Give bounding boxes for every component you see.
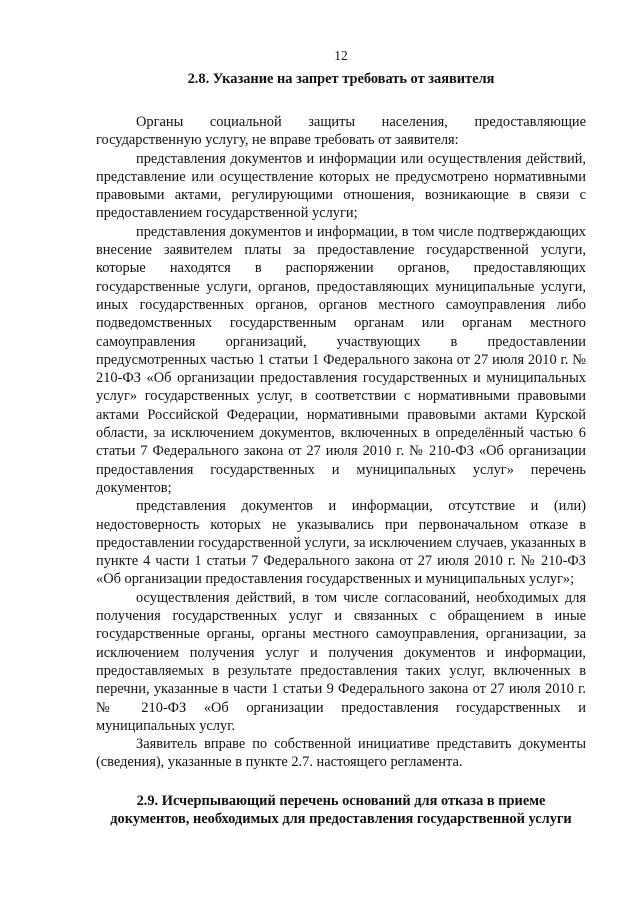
paragraph-item-2: представления документов и информации, в том числе подтверждающих внесение заявителем платы за предоставление государственной услуги, которые находятся в распоряжении органов, предоставляющих государственные услуги, органов, предоставляющих муниципальные услуги, иных государственных органов, органов местного самоуправления либо подведомственных государственным органам или органам местного самоуправления организаций, участвующих в предоставлении предусмотренных частью 1 статьи 1 Федерального закона от 27 июля 2010 г. № 210-ФЗ «Об организации предоставления государственных и муниципальных услуг» государственных услуг, в соответствии с нормативными правовыми актами Российской Федерации, нормативными правовыми актами Курской области, за исключением документов, включенных в определённый частью 6 статьи 7 Федерального закона от 27 июля 2010 г. № 210-ФЗ «Об организации предоставления государственных и муниципальных услуг» перечень документов; xyxy=(96,223,586,496)
paragraph-intro: Органы социальной защиты населения, предоставляющие государственную услугу, не вправе требовать от заявителя: xyxy=(96,114,586,149)
section-2-8-body xyxy=(96,113,586,772)
paragraph-item-1: представления документов и информации или осуществления действий, представление или осуществление которых не предусмотрено нормативными правовыми актами, регулирующими отношения, возникающие в связи с предоставлением государственной услуги; xyxy=(96,150,586,222)
paragraph-item-3: представления документов и информации, отсутствие и (или) недостоверность которых не указывались при первоначальном отказе в предоставлении государственной услуги, за исключением случаев, указанных в пункте 4 части 1 статьи 7 Федерального закона от 27 июля 2010 г. № 210-ФЗ «Об организации предоставления государственных и муниципальных услуг»; xyxy=(96,498,586,588)
section-2-9-title-line-1: 2.9. Исчерпывающий перечень оснований для отказа в приеме xyxy=(136,793,546,809)
paragraph-item-4: осуществления действий, в том числе согласований, необходимых для получения государственных услуг и связанных с обращением в иные государственные органы, органы местного самоуправления, организации, за исключением получения услуг и получения документов и информации, предоставляемых в результате предоставления таких услуг, включенных в перечни, указанные в части 1 статьи 9 Федерального закона от 27 июля 2010 г. № 210-ФЗ «Об организации предоставления государственных и муниципальных услуг. xyxy=(96,589,586,734)
paragraph-applicant-right: Заявитель вправе по собственной инициативе представить документы (сведения), указанные в пункте 2.7. настоящего регламента. xyxy=(96,736,586,771)
section-2-8-title: 2.8. Указание на запрет требовать от заявителя xyxy=(187,71,495,87)
section-2-9-title-line-2: документов, необходимых для предоставления государственной услуги xyxy=(110,811,572,828)
section-2-9-title xyxy=(96,792,586,829)
page-number: 12 xyxy=(334,48,348,63)
